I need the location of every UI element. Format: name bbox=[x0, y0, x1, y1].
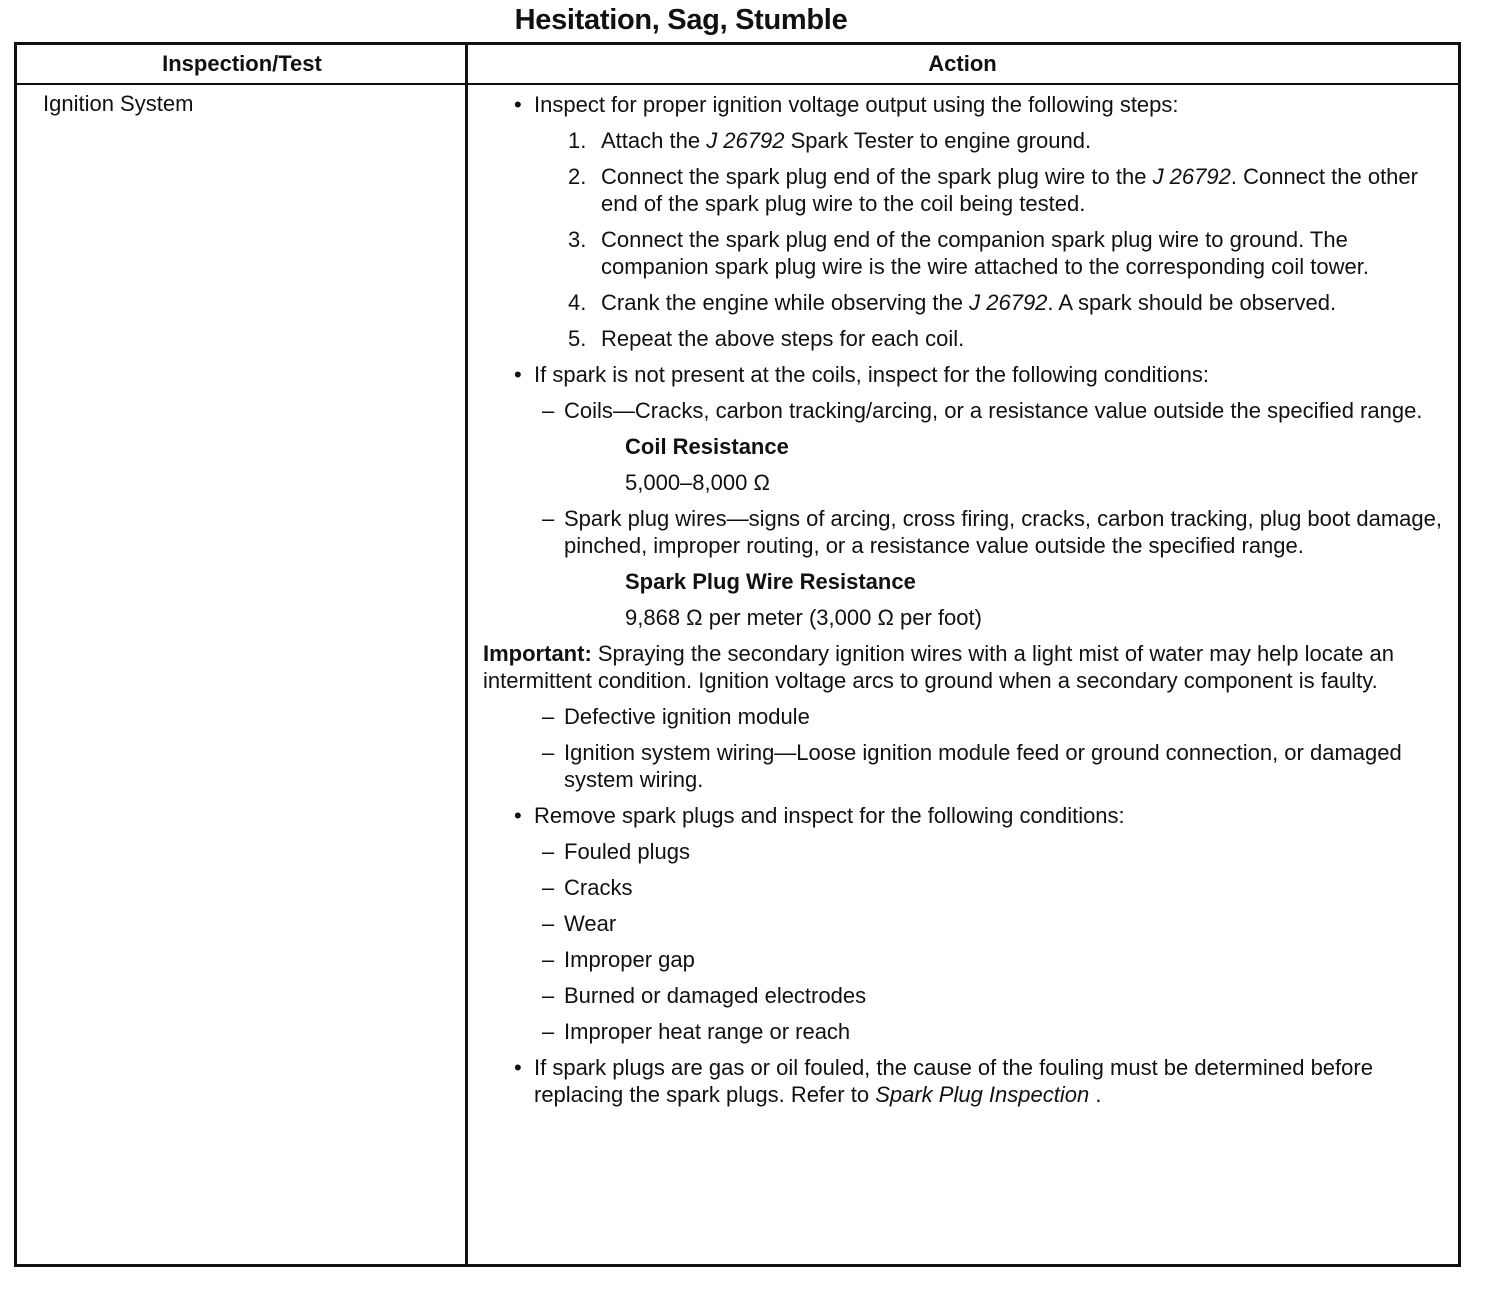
plug-condition-item: – Fouled plugs bbox=[542, 839, 690, 864]
coil-resistance-label: Coil Resistance bbox=[625, 434, 789, 459]
condition-item: – Coils—Cracks, carbon tracking/arcing, or a resistance value outside the specified range. bbox=[542, 398, 1423, 423]
step-item: 4. Crank the engine while observing the J 26792. A spark should be observed. bbox=[568, 290, 1337, 315]
important-label: Important: bbox=[483, 641, 592, 666]
step-item: 2. Connect the spark plug end of the spark plug wire to the J 26792. Connect the other end of the spark plug wire to the coil being tested. bbox=[568, 164, 1418, 216]
bullet-item: • If spark is not present at the coils, inspect for the following conditions: bbox=[514, 362, 1210, 387]
tool-reference: J 26792 bbox=[706, 128, 785, 153]
condition-item: – Spark plug wires—signs of arcing, cross firing, cracks, carbon tracking, plug boot damage, pinched, improper routing, or a resistance value outside the specified range. bbox=[542, 506, 1442, 558]
column-divider bbox=[465, 45, 468, 1264]
important-note: Important: Spraying the secondary ignition wires with a light mist of water may help locate an intermittent condition. Ignition voltage arcs to ground when a secondary component is faulty. bbox=[483, 641, 1394, 693]
tool-reference: J 26792 bbox=[1152, 164, 1231, 189]
step-item: 3. Connect the spark plug end of the companion spark plug wire to ground. The companion spark plug wire is the wire attached to the corresponding coil tower. bbox=[568, 227, 1369, 279]
page-title: Hesitation, Sag, Stumble bbox=[514, 4, 848, 36]
wire-resistance-label: Spark Plug Wire Resistance bbox=[625, 569, 916, 594]
condition-item: – Defective ignition module bbox=[542, 704, 810, 729]
wire-resistance-value: 9,868 Ω per meter (3,000 Ω per foot) bbox=[625, 605, 982, 630]
step-item: 1. Attach the J 26792 Spark Tester to engine ground. bbox=[568, 128, 1092, 153]
bullet-marker: • bbox=[514, 92, 522, 117]
header-inspection-test: Inspection/Test bbox=[162, 51, 322, 76]
plug-condition-item: – Improper heat range or reach bbox=[542, 1019, 851, 1044]
tool-reference: J 26792 bbox=[969, 290, 1048, 315]
diagnostic-table bbox=[14, 42, 1461, 1267]
bullet-item: • If spark plugs are gas or oil fouled, the cause of the fouling must be determined before replacing the spark plugs. Refer to Spark Plug Inspection . bbox=[514, 1055, 1373, 1107]
plug-condition-item: – Burned or damaged electrodes bbox=[542, 983, 867, 1008]
step-item: 5. Repeat the above steps for each coil. bbox=[568, 326, 965, 351]
coil-resistance-value: 5,000–8,000 Ω bbox=[625, 470, 770, 495]
bullet-item: • Remove spark plugs and inspect for the following conditions: bbox=[514, 803, 1125, 828]
spark-plug-inspection-reference: Spark Plug Inspection bbox=[875, 1082, 1090, 1107]
bullet-item: • Inspect for proper ignition voltage output using the following steps: bbox=[514, 92, 1179, 117]
inspection-test-cell: Ignition System bbox=[43, 91, 194, 116]
plug-condition-item: – Cracks bbox=[542, 875, 633, 900]
plug-condition-item: – Improper gap bbox=[542, 947, 695, 972]
action-cell bbox=[482, 91, 1457, 1117]
condition-item: – Ignition system wiring—Loose ignition module feed or ground connection, or damaged system wiring. bbox=[542, 740, 1402, 792]
plug-condition-item: – Wear bbox=[542, 911, 617, 936]
table-header-row bbox=[17, 45, 1458, 85]
header-action: Action bbox=[928, 51, 997, 76]
